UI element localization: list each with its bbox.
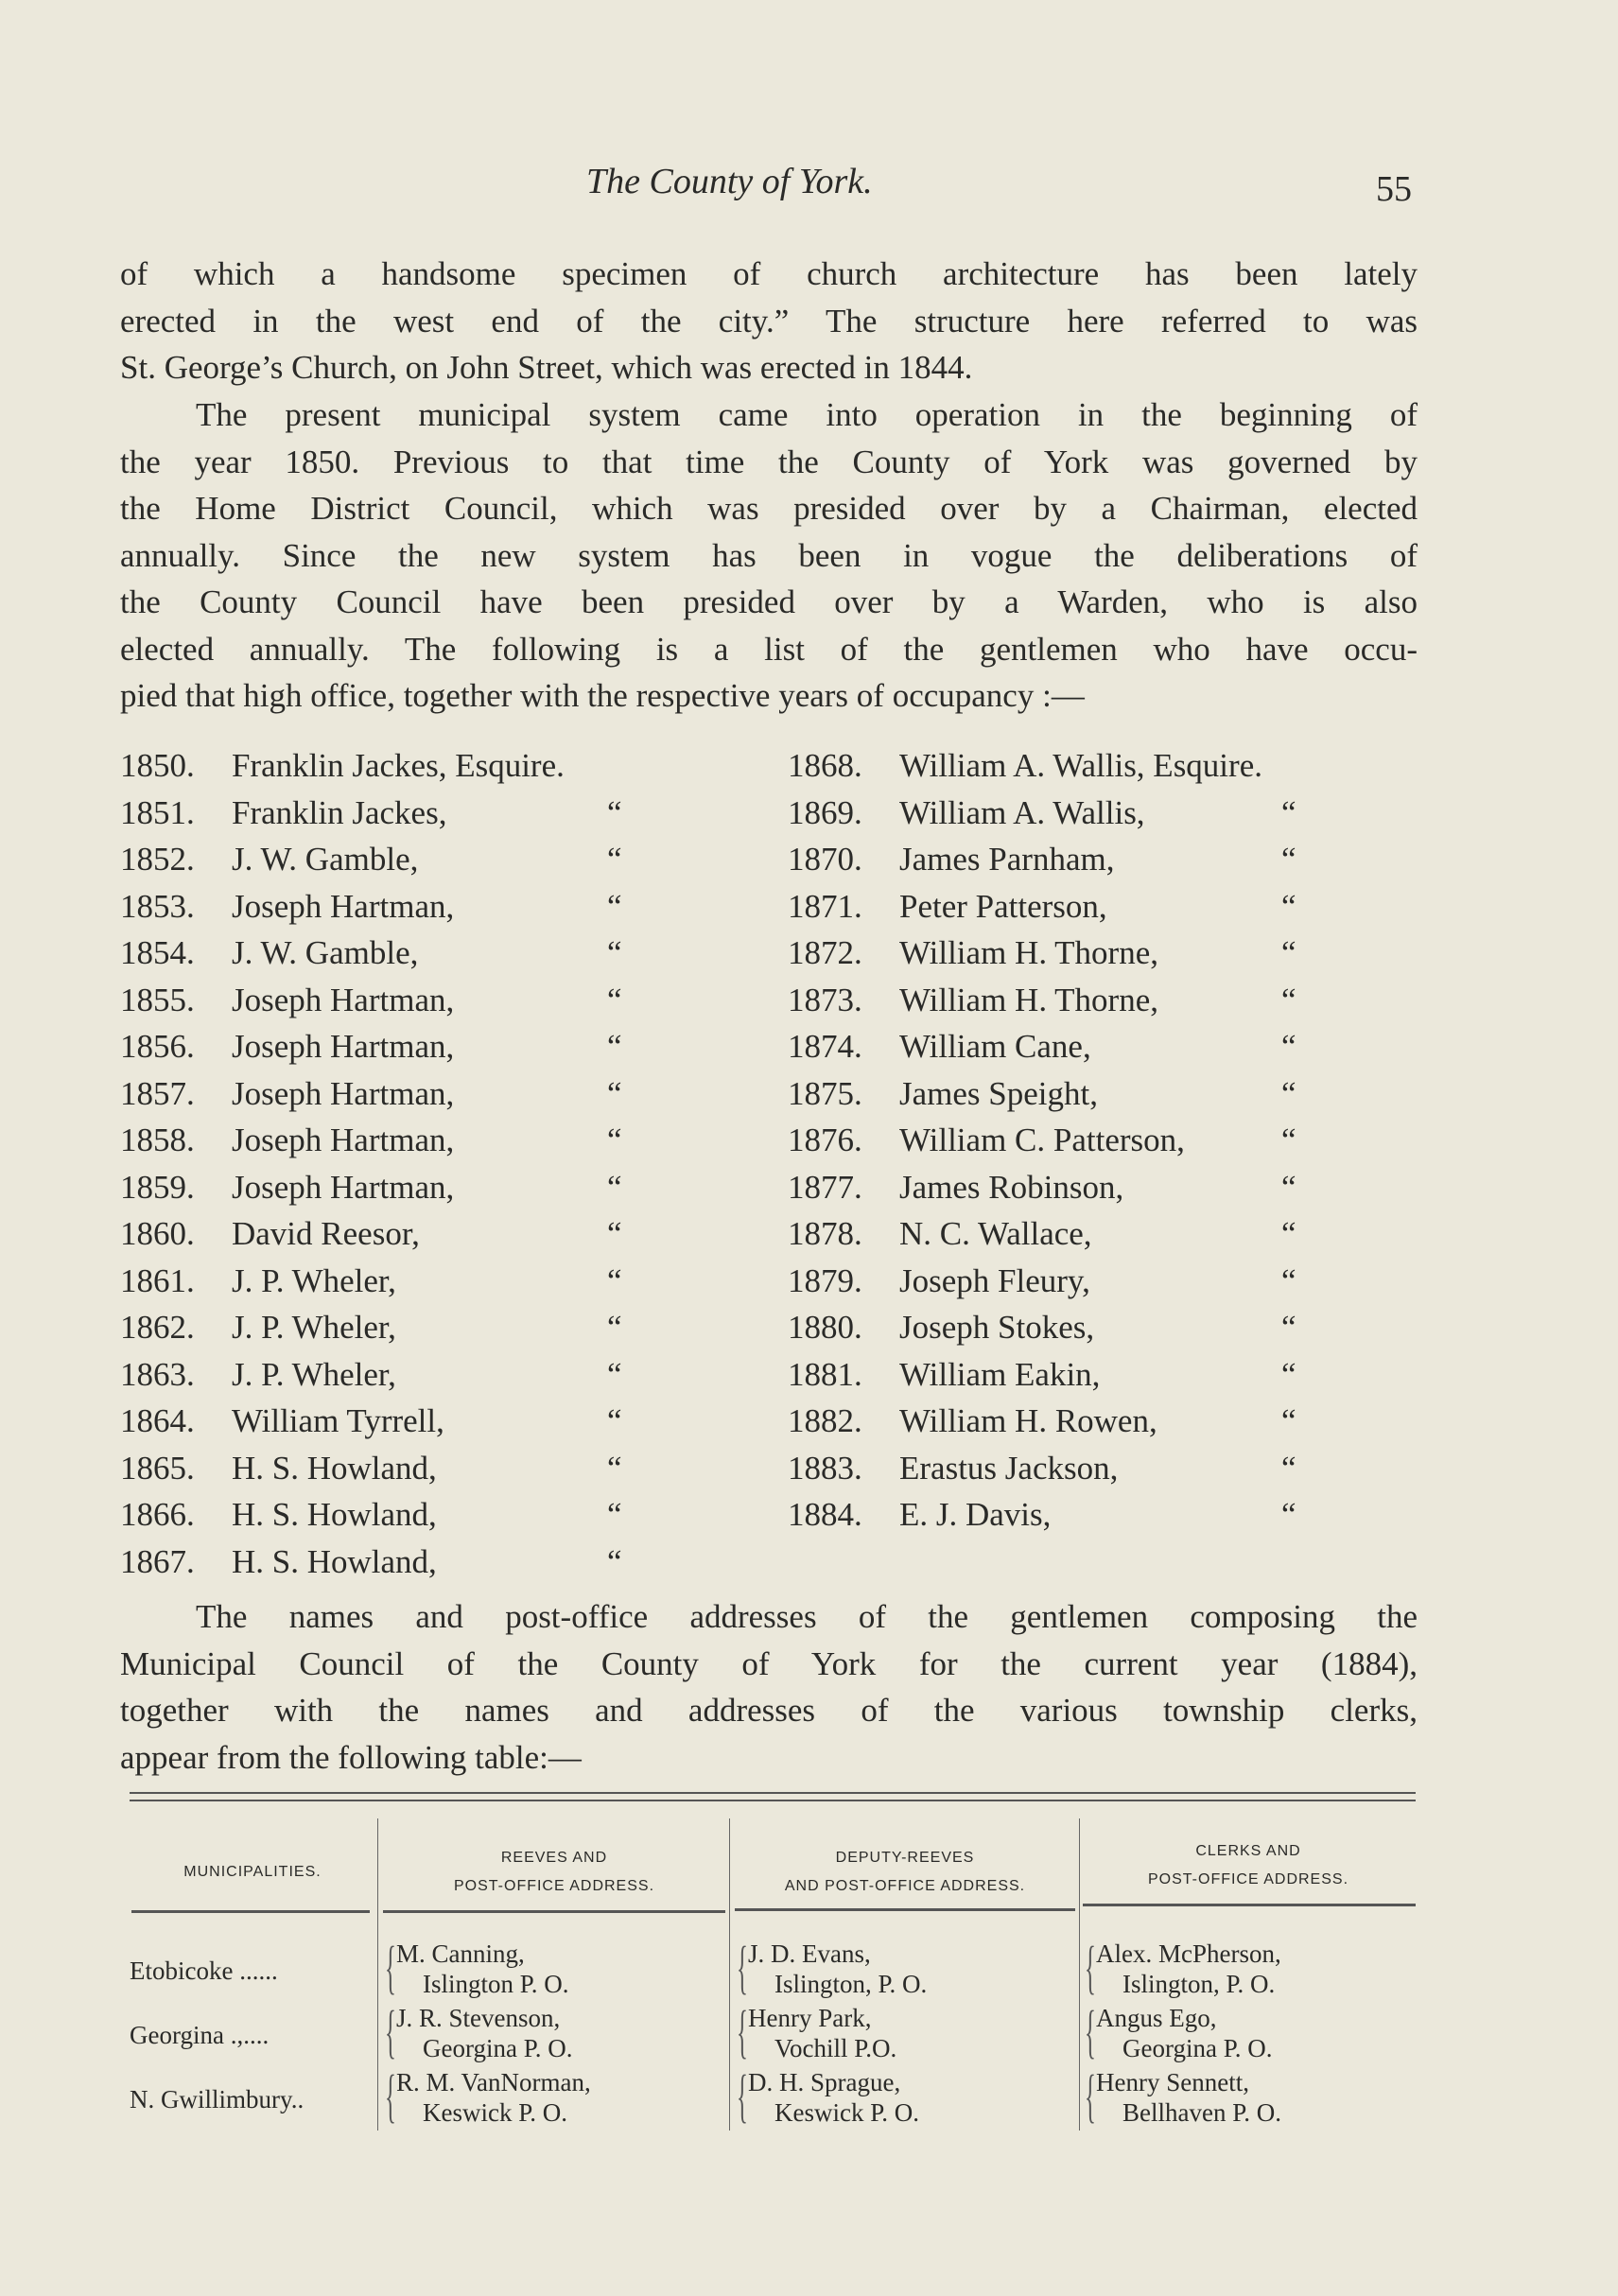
deputy-address: Islington, P. O. (774, 1970, 928, 1998)
deputy-address: Vochill P.O. (774, 2034, 897, 2062)
running-header (0, 161, 1618, 208)
clerk-name: Alex. McPherson, (1096, 1939, 1281, 1968)
text-line: Municipal Council of the County of York for the current year (1884), (120, 1644, 1418, 1682)
warden-name: E. J. Davis, (899, 1496, 1052, 1533)
municipality-name: Georgina .,.... (130, 2021, 270, 2049)
text-line: of which a handsome specimen of church architecture has been lately (120, 255, 1418, 292)
warden-year: 1879. (788, 1261, 862, 1299)
brace-icon: { (385, 1936, 396, 2000)
warden-year: 1859. (120, 1168, 195, 1206)
deputy-address: Keswick P. O. (774, 2098, 919, 2127)
warden-entry (120, 1070, 725, 1118)
ditto-mark: “ (607, 1355, 622, 1393)
ditto-mark: “ (607, 1309, 622, 1346)
ditto-mark: “ (607, 1449, 622, 1487)
warden-year: 1857. (120, 1074, 195, 1112)
warden-name: James Robinson, (899, 1168, 1124, 1206)
ditto-mark: “ (607, 1402, 622, 1439)
warden-entry (788, 1398, 1393, 1445)
text-line: appear from the following table:— (120, 1738, 582, 1776)
warden-year: 1851. (120, 793, 195, 831)
column-divider (377, 1818, 378, 2131)
warden-entry (788, 1491, 1393, 1539)
warden-entry (120, 790, 725, 837)
warden-name: J. P. Wheler, (232, 1355, 396, 1393)
text-line: the County Council have been presided over by a Warden, who is also (120, 583, 1418, 620)
brace-icon: { (737, 2064, 748, 2129)
warden-entry (788, 1070, 1393, 1118)
warden-entry (120, 1304, 725, 1351)
warden-entry (788, 1304, 1393, 1351)
ditto-mark: “ (1281, 1215, 1296, 1252)
warden-entry (788, 930, 1393, 977)
warden-entry (120, 1258, 725, 1305)
warden-year: 1880. (788, 1309, 862, 1346)
ditto-mark: “ (1281, 934, 1296, 971)
reeve-address: Islington P. O. (423, 1970, 569, 1998)
warden-year: 1866. (120, 1496, 195, 1533)
brace-icon: { (1085, 1936, 1096, 2000)
brace-icon: { (737, 1936, 748, 2000)
paragraph-municipal-system (120, 391, 1418, 720)
ditto-mark: “ (1281, 1496, 1296, 1533)
warden-entry (120, 1445, 725, 1492)
warden-name: N. C. Wallace, (899, 1215, 1092, 1252)
warden-entry (120, 1539, 725, 1586)
warden-entry (788, 977, 1393, 1024)
warden-name: Joseph Hartman, (232, 1168, 455, 1206)
text-line: The present municipal system came into operation in the beginning of (196, 396, 1418, 433)
warden-entry (120, 1351, 725, 1399)
warden-year: 1855. (120, 981, 195, 1018)
warden-entry (120, 1023, 725, 1070)
warden-entry (120, 883, 725, 931)
warden-year: 1861. (120, 1261, 195, 1299)
warden-year: 1852. (120, 841, 195, 878)
clerk-address: Islington, P. O. (1122, 1970, 1276, 1998)
warden-name: William Cane, (899, 1028, 1091, 1065)
warden-entry (120, 742, 725, 790)
ditto-mark: “ (607, 1496, 622, 1533)
text-line: pied that high office, together with the respective years of occupancy :— (120, 677, 1085, 714)
reeve-name: J. R. Stevenson, (396, 2004, 561, 2032)
warden-year: 1873. (788, 981, 862, 1018)
reeve-address: Georgina P. O. (423, 2034, 573, 2062)
warden-entry (788, 1023, 1393, 1070)
warden-year: 1868. (788, 747, 862, 784)
warden-name: Joseph Stokes, (899, 1309, 1095, 1346)
table-top-rule (130, 1792, 1416, 1794)
warden-entry (788, 1210, 1393, 1258)
warden-year: 1878. (788, 1215, 862, 1252)
header-rule (131, 1910, 370, 1913)
warden-entry (788, 883, 1393, 931)
warden-entry (120, 977, 725, 1024)
warden-entry (788, 836, 1393, 883)
ditto-mark: “ (607, 1168, 622, 1206)
warden-year: 1875. (788, 1074, 862, 1112)
ditto-mark: “ (1281, 981, 1296, 1018)
warden-entry (788, 1445, 1393, 1492)
header-municipalities: MUNICIPALITIES. (183, 1864, 322, 1880)
warden-year: 1864. (120, 1402, 195, 1439)
warden-name: H. S. Howland, (232, 1542, 437, 1580)
ditto-mark: “ (607, 1074, 622, 1112)
column-divider (729, 1818, 730, 2131)
header-rule (735, 1908, 1075, 1911)
warden-year: 1853. (120, 887, 195, 925)
wardens-list-right (788, 742, 1393, 1539)
warden-entry (120, 1210, 725, 1258)
warden-name: J. P. Wheler, (232, 1261, 396, 1299)
warden-name: Franklin Jackes, (232, 793, 447, 831)
warden-year: 1883. (788, 1449, 862, 1487)
warden-name: Joseph Hartman, (232, 1074, 455, 1112)
warden-year: 1877. (788, 1168, 862, 1206)
warden-year: 1882. (788, 1402, 862, 1439)
ditto-mark: “ (607, 887, 622, 925)
text-line: erected in the west end of the city.” The structure here referred to was (120, 302, 1418, 339)
warden-name: William H. Thorne, (899, 981, 1159, 1018)
clerk-name: Angus Ego, (1096, 2004, 1217, 2032)
warden-year: 1872. (788, 934, 862, 971)
warden-year: 1869. (788, 793, 862, 831)
warden-year: 1863. (120, 1355, 195, 1393)
paragraph-continuation (120, 251, 1418, 391)
warden-name: William Tyrrell, (232, 1402, 444, 1439)
ditto-mark: “ (607, 981, 622, 1018)
header-rule (383, 1910, 725, 1913)
council-table (130, 1792, 1416, 2132)
column-divider (1079, 1818, 1080, 2131)
ditto-mark: “ (1281, 1355, 1296, 1393)
warden-name: Joseph Hartman, (232, 1028, 455, 1065)
brace-icon: { (1085, 2000, 1096, 2064)
reeve-name: M. Canning, (396, 1939, 525, 1968)
warden-year: 1870. (788, 841, 862, 878)
ditto-mark: “ (607, 934, 622, 971)
municipality-name: N. Gwillimbury.. (130, 2085, 304, 2113)
warden-entry (120, 1117, 725, 1164)
warden-name: Peter Patterson, (899, 887, 1107, 925)
warden-name: H. S. Howland, (232, 1496, 437, 1533)
header-deputy-reeves: DEPUTY-REEVES AND POST-OFFICE ADDRESS. (784, 1850, 1026, 1894)
deputy-name: D. H. Sprague, (748, 2068, 901, 2096)
clerk-name: Henry Sennett, (1096, 2068, 1249, 2096)
reeve-name: R. M. VanNorman, (396, 2068, 591, 2096)
ditto-mark: “ (1281, 1261, 1296, 1299)
text-line: together with the names and addresses of the various township clerks, (120, 1692, 1418, 1729)
ditto-mark: “ (1281, 1309, 1296, 1346)
warden-name: H. S. Howland, (232, 1449, 437, 1487)
warden-year: 1865. (120, 1449, 195, 1487)
brace-icon: { (385, 2064, 396, 2129)
brace-icon: { (1085, 2064, 1096, 2129)
warden-name: David Reesor, (232, 1215, 420, 1252)
ditto-mark: “ (607, 1542, 622, 1580)
warden-name: Erastus Jackson, (899, 1449, 1119, 1487)
warden-entry (788, 742, 1393, 790)
warden-year: 1858. (120, 1122, 195, 1158)
running-title: The County of York. (586, 162, 873, 201)
ditto-mark: “ (1281, 841, 1296, 878)
paragraph-table-intro (120, 1593, 1418, 1781)
clerk-address: Georgina P. O. (1122, 2034, 1273, 2062)
ditto-mark: “ (607, 1261, 622, 1299)
warden-entry (788, 1351, 1393, 1399)
warden-name: William Eakin, (899, 1355, 1101, 1393)
warden-name: Joseph Hartman, (232, 1122, 455, 1158)
warden-name: William H. Thorne, (899, 934, 1159, 971)
warden-year: 1862. (120, 1309, 195, 1346)
warden-entry (120, 836, 725, 883)
warden-entry (120, 1398, 725, 1445)
warden-name: J. P. Wheler, (232, 1309, 396, 1346)
deputy-name: Henry Park, (748, 2004, 872, 2032)
warden-name: William A. Wallis, Esquire. (899, 747, 1262, 784)
brace-icon: { (385, 2000, 396, 2064)
municipality-name: Etobicoke ...... (130, 1957, 278, 1985)
warden-name: James Parnham, (899, 841, 1115, 878)
header-clerks: CLERKS AND POST-OFFICE ADDRESS. (1147, 1843, 1349, 1887)
ditto-mark: “ (1281, 887, 1296, 925)
warden-entry (788, 1258, 1393, 1305)
wardens-list-left (120, 742, 725, 1585)
warden-name: Joseph Hartman, (232, 981, 455, 1018)
warden-year: 1871. (788, 887, 862, 925)
ditto-mark: “ (1281, 793, 1296, 831)
text-line: elected annually. The following is a list of the gentlemen who have occu- (120, 630, 1418, 668)
ditto-mark: “ (1281, 1402, 1296, 1439)
clerk-address: Bellhaven P. O. (1122, 2098, 1281, 2127)
text-line: St. George’s Church, on John Street, which was erected in 1844. (120, 349, 973, 386)
warden-name: J. W. Gamble, (232, 934, 419, 971)
warden-name: Joseph Hartman, (232, 887, 455, 925)
warden-year: 1856. (120, 1028, 195, 1065)
warden-year: 1884. (788, 1496, 862, 1533)
reeve-address: Keswick P. O. (423, 2098, 567, 2127)
warden-entry (120, 1491, 725, 1539)
ditto-mark: “ (607, 1215, 622, 1252)
page-number: 55 (1376, 169, 1412, 209)
text-line: annually. Since the new system has been in vogue the deliberations of (120, 536, 1418, 574)
warden-year: 1881. (788, 1355, 862, 1393)
warden-year: 1854. (120, 934, 195, 971)
warden-name: Joseph Fleury, (899, 1261, 1090, 1299)
warden-year: 1850. (120, 747, 195, 784)
warden-name: William C. Patterson, (899, 1122, 1185, 1158)
ditto-mark: “ (1281, 1074, 1296, 1112)
ditto-mark: “ (1281, 1028, 1296, 1065)
ditto-mark: “ (1281, 1449, 1296, 1487)
ditto-mark: “ (607, 1028, 622, 1065)
warden-name: Franklin Jackes, Esquire. (232, 747, 565, 784)
header-reeves: REEVES AND POST-OFFICE ADDRESS. (453, 1850, 655, 1894)
ditto-mark: “ (607, 1122, 622, 1158)
warden-name: William A. Wallis, (899, 793, 1145, 831)
deputy-name: J. D. Evans, (748, 1939, 871, 1968)
warden-name: William H. Rowen, (899, 1402, 1157, 1439)
warden-year: 1867. (120, 1542, 195, 1580)
text-line: the Home District Council, which was presided over by a Chairman, elected (120, 490, 1418, 527)
warden-name: J. W. Gamble, (232, 841, 419, 878)
ditto-mark: “ (607, 793, 622, 831)
brace-icon: { (737, 2000, 748, 2064)
text-line: The names and post-office addresses of the gentlemen composing the (196, 1598, 1418, 1635)
header-rule (1083, 1904, 1416, 1906)
ditto-mark: “ (607, 841, 622, 878)
warden-entry (788, 1164, 1393, 1211)
warden-entry (120, 930, 725, 977)
table-top-rule-2 (130, 1800, 1416, 1801)
warden-name: James Speight, (899, 1074, 1098, 1112)
warden-entry (788, 1117, 1393, 1164)
ditto-mark: “ (1281, 1168, 1296, 1206)
ditto-mark: “ (1281, 1122, 1296, 1158)
warden-entry (120, 1164, 725, 1211)
text-line: the year 1850. Previous to that time the County of York was governed by (120, 443, 1418, 480)
warden-year: 1874. (788, 1028, 862, 1065)
warden-year: 1876. (788, 1122, 862, 1158)
warden-entry (788, 790, 1393, 837)
warden-year: 1860. (120, 1215, 195, 1252)
